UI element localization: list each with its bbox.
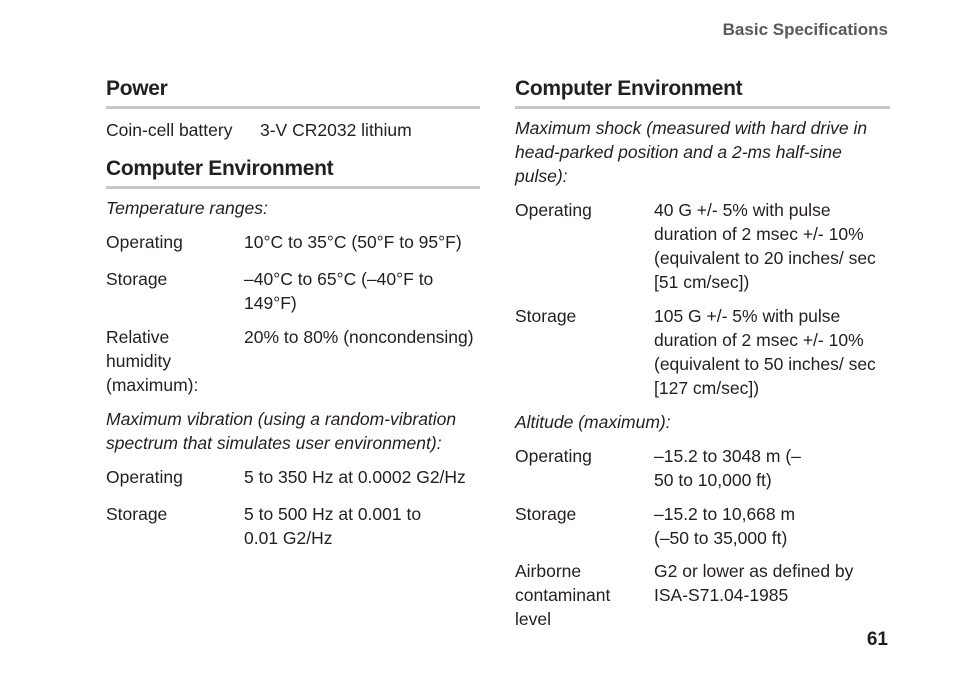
spec-label: Operating: [515, 446, 592, 466]
spec-row-shock-operating: [515, 198, 890, 294]
spec-row-relative-humidity: [106, 325, 480, 397]
spec-value: 40 G +/- 5% with pulse duration of 2 msec +/- 10% (equivalent to 20 inches/ sec [51 cm/sec]): [654, 200, 876, 292]
spec-label: Operating: [515, 200, 592, 220]
spec-label: Relative humidity (maximum):: [106, 327, 199, 395]
spec-label: Operating: [106, 467, 183, 487]
shock-note: Maximum shock (measured with hard drive in head-parked position and a 2-ms half-sine pulse):: [515, 118, 868, 186]
spec-row-altitude-operating: [515, 444, 890, 492]
spec-row-shock-storage: [515, 304, 890, 400]
spec-row-coin-cell-battery: [106, 118, 480, 142]
spec-value: –40°C to 65°C (–40°F to 149°F): [244, 269, 434, 313]
spec-row-vibration-storage: [106, 502, 480, 550]
running-header: Basic Specifications: [722, 20, 888, 39]
spec-label: Coin-cell battery: [106, 120, 233, 140]
vibration-note: Maximum vibration (using a random-vibration spectrum that simulates user environment):: [106, 409, 457, 453]
power-heading: Power: [106, 76, 480, 109]
left-column: [106, 76, 480, 550]
spec-row-altitude-storage: [515, 502, 890, 550]
spec-value: 20% to 80% (noncondensing): [244, 327, 474, 347]
spec-row-temperature-operating: [106, 230, 480, 254]
spec-value: 105 G +/- 5% with pulse duration of 2 msec +/- 10% (equivalent to 50 inches/ sec [127 cm/sec]): [654, 306, 876, 398]
computer-environment-heading: Computer Environment: [106, 156, 480, 189]
page-number: 61: [866, 629, 888, 650]
spec-value: 3-V CR2032 lithium: [260, 120, 412, 140]
spec-row-temperature-storage: [106, 267, 480, 315]
spec-label: Operating: [106, 232, 183, 252]
spec-row-airborne-contaminant: [515, 559, 890, 631]
altitude-note: Altitude (maximum):: [515, 412, 671, 432]
spec-label: Storage: [106, 269, 168, 289]
right-column: [515, 76, 890, 631]
spec-value: 5 to 500 Hz at 0.001 to 0.01 G2/Hz: [244, 504, 422, 548]
spec-value: –15.2 to 3048 m (–50 to 10,000 ft): [654, 446, 801, 490]
spec-value: G2 or lower as defined by ISA-S71.04-1985: [654, 561, 854, 605]
spec-row-vibration-operating: [106, 465, 480, 489]
spec-value: 10°C to 35°C (50°F to 95°F): [244, 232, 462, 252]
spec-label: Storage: [515, 504, 577, 524]
spec-value: –15.2 to 10,668 m (–50 to 35,000 ft): [654, 504, 796, 548]
spec-label: Airborne contaminant level: [515, 561, 611, 629]
spec-label: Storage: [515, 306, 577, 326]
spec-label: Storage: [106, 504, 168, 524]
spec-value: 5 to 350 Hz at 0.0002 G2/Hz: [244, 467, 466, 487]
computer-environment-heading-continued: Computer Environment: [515, 76, 890, 109]
temperature-note: Temperature ranges:: [106, 198, 268, 218]
